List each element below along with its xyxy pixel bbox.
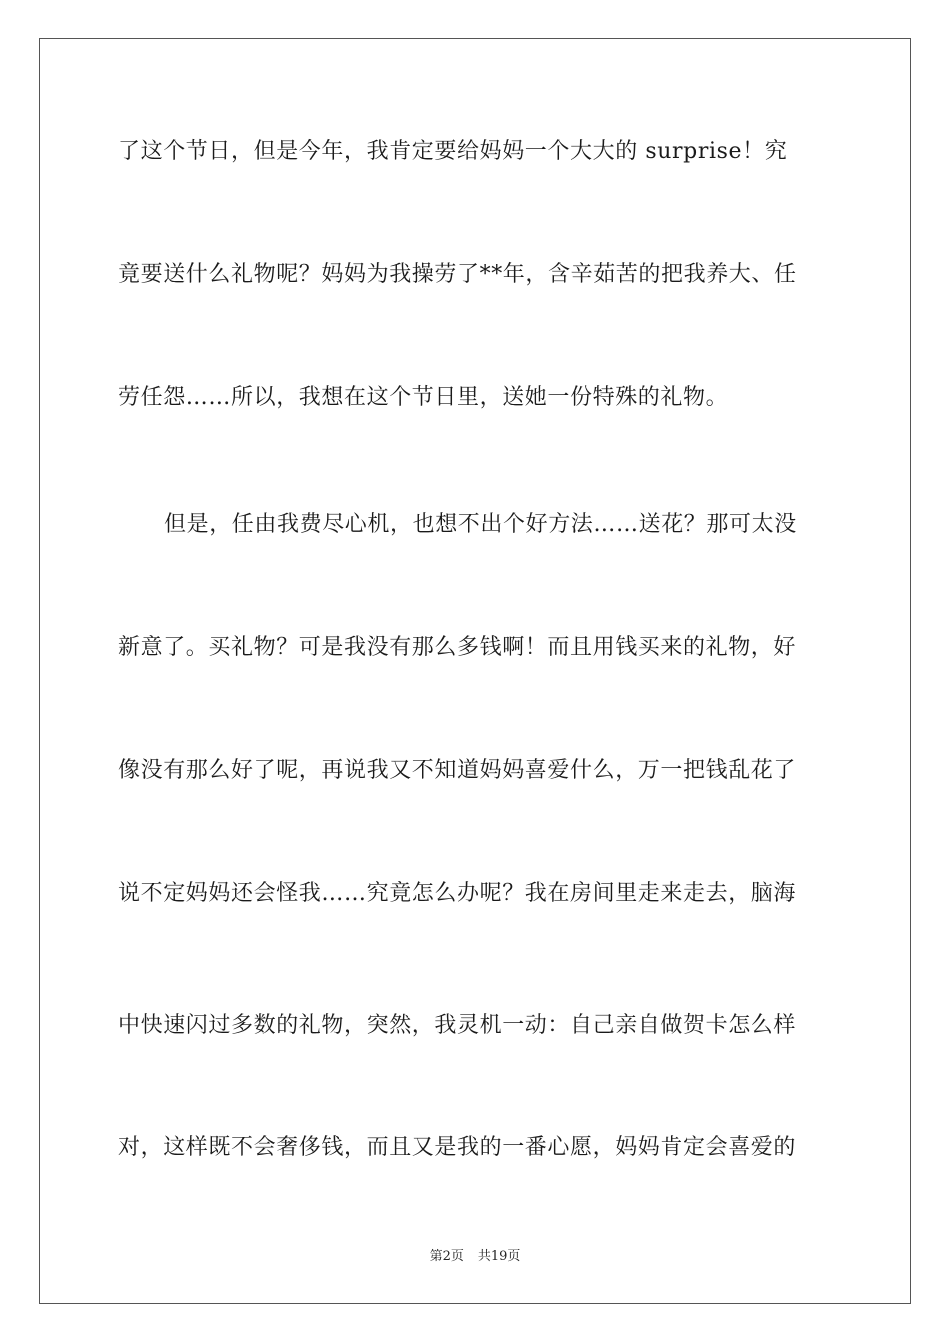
paragraph-line: 新意了。买礼物？可是我没有那么多钱啊！而且用钱买来的礼物，好 [118, 635, 797, 660]
paragraph-line: 劳任怨……所以，我想在这个节日里，送她一份特殊的礼物。 [118, 385, 729, 410]
page-total: 共19页 [477, 1249, 521, 1264]
paragraph-line: 竟要送什么礼物呢？妈妈为我操劳了**年，含辛茹苦的把我养大、任 [118, 262, 797, 287]
page-footer [0, 1248, 950, 1266]
page-border [39, 38, 911, 1304]
paragraph-line: 对，这样既不会奢侈钱，而且又是我的一番心愿，妈妈肯定会喜爱的 [118, 1135, 797, 1160]
page-number: 第2页 [429, 1249, 464, 1264]
paragraph-line: 但是，任由我费尽心机，也想不出个好方法……送花？那可太没 [164, 512, 797, 537]
paragraph-line: 了这个节日，但是今年，我肯定要给妈妈一个大大的 surprise！究 [118, 139, 788, 164]
paragraph-line: 中快速闪过多数的礼物，突然，我灵机一动：自己亲自做贺卡怎么样 [118, 1013, 797, 1038]
paragraph-line: 像没有那么好了呢，再说我又不知道妈妈喜爱什么，万一把钱乱花了 [118, 758, 797, 783]
paragraph-line: 说不定妈妈还会怪我……究竟怎么办呢？我在房间里走来走去，脑海 [118, 881, 797, 906]
